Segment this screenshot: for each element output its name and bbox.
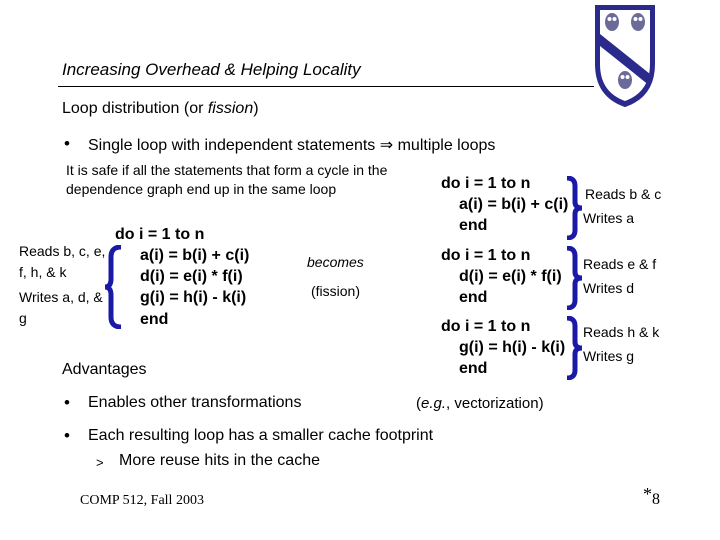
bullet-dot: • xyxy=(64,426,70,445)
slide-title: Increasing Overhead & Helping Locality xyxy=(62,60,361,79)
right-brace-3-icon xyxy=(565,316,585,380)
left-loop-header: do i = 1 to n xyxy=(115,226,205,243)
eg-italic: e.g. xyxy=(421,395,447,412)
advantage-1-aside: (e.g., vectorization) xyxy=(416,395,544,412)
right-loop-1-reads: Reads b & c xyxy=(585,186,662,202)
fission-label: (fission) xyxy=(311,283,361,299)
safety-note: It is safe if all the statements that form a cycle in the dependence graph end up in the same loop xyxy=(66,162,388,197)
page-number: *8 xyxy=(643,484,660,508)
title-rule xyxy=(58,86,594,87)
footer-course: COMP 512, Fall 2003 xyxy=(80,493,204,508)
left-loop-end: end xyxy=(140,311,169,328)
subtitle-italic: fission xyxy=(207,100,254,117)
becomes-label: becomes xyxy=(307,254,364,270)
left-loop-stmt-1: a(i) = b(i) + c(i) xyxy=(140,247,250,264)
right-loop-1-writes: Writes a xyxy=(583,210,635,226)
left-brace-icon xyxy=(103,245,125,329)
left-loop-stmt-3: g(i) = h(i) - k(i) xyxy=(140,289,247,306)
right-loop-3-end: end xyxy=(459,360,488,377)
right-loop-2-reads: Reads e & f xyxy=(583,256,657,272)
right-loop-1-header: do i = 1 to n xyxy=(441,175,531,192)
implies-arrow-icon: ⇒ xyxy=(379,137,394,154)
right-loop-3-header: do i = 1 to n xyxy=(441,318,531,335)
left-reads-label: Reads b, c, e, f, h, & k xyxy=(19,243,106,280)
subtitle: Loop distribution (or fission) xyxy=(62,100,259,117)
right-brace-2-icon xyxy=(565,246,585,310)
right-loop-1-stmt: a(i) = b(i) + c(i) xyxy=(459,196,569,213)
right-loop-2-stmt: d(i) = e(i) * f(i) xyxy=(459,268,562,285)
main-bullet-text: Single loop with independent statements ⇒ multiple loops xyxy=(88,137,496,154)
left-loop-stmt-2: d(i) = e(i) * f(i) xyxy=(140,268,243,285)
right-loop-2-end: end xyxy=(459,289,488,306)
right-loop-3-reads: Reads h & k xyxy=(583,324,660,340)
right-loop-2-writes: Writes d xyxy=(583,280,635,296)
right-brace-1-icon xyxy=(565,176,585,240)
right-loop-2-header: do i = 1 to n xyxy=(441,247,531,264)
advantage-2-text: Each resulting loop has a smaller cache footprint xyxy=(88,427,434,444)
bullet-dot: • xyxy=(64,393,70,412)
sub-bullet-marker: > xyxy=(96,455,104,470)
advantages-heading: Advantages xyxy=(62,361,147,378)
right-loop-1-end: end xyxy=(459,217,488,234)
right-loop-3-writes: Writes g xyxy=(583,348,635,364)
university-shield-logo xyxy=(594,4,656,108)
bullet-dot: • xyxy=(64,134,70,153)
left-writes-label: Writes a, d, & g xyxy=(19,289,103,326)
sub-bullet-text: More reuse hits in the cache xyxy=(119,452,320,469)
right-loop-3-stmt: g(i) = h(i) - k(i) xyxy=(459,339,566,356)
advantage-1-text: Enables other transformations xyxy=(88,394,302,411)
